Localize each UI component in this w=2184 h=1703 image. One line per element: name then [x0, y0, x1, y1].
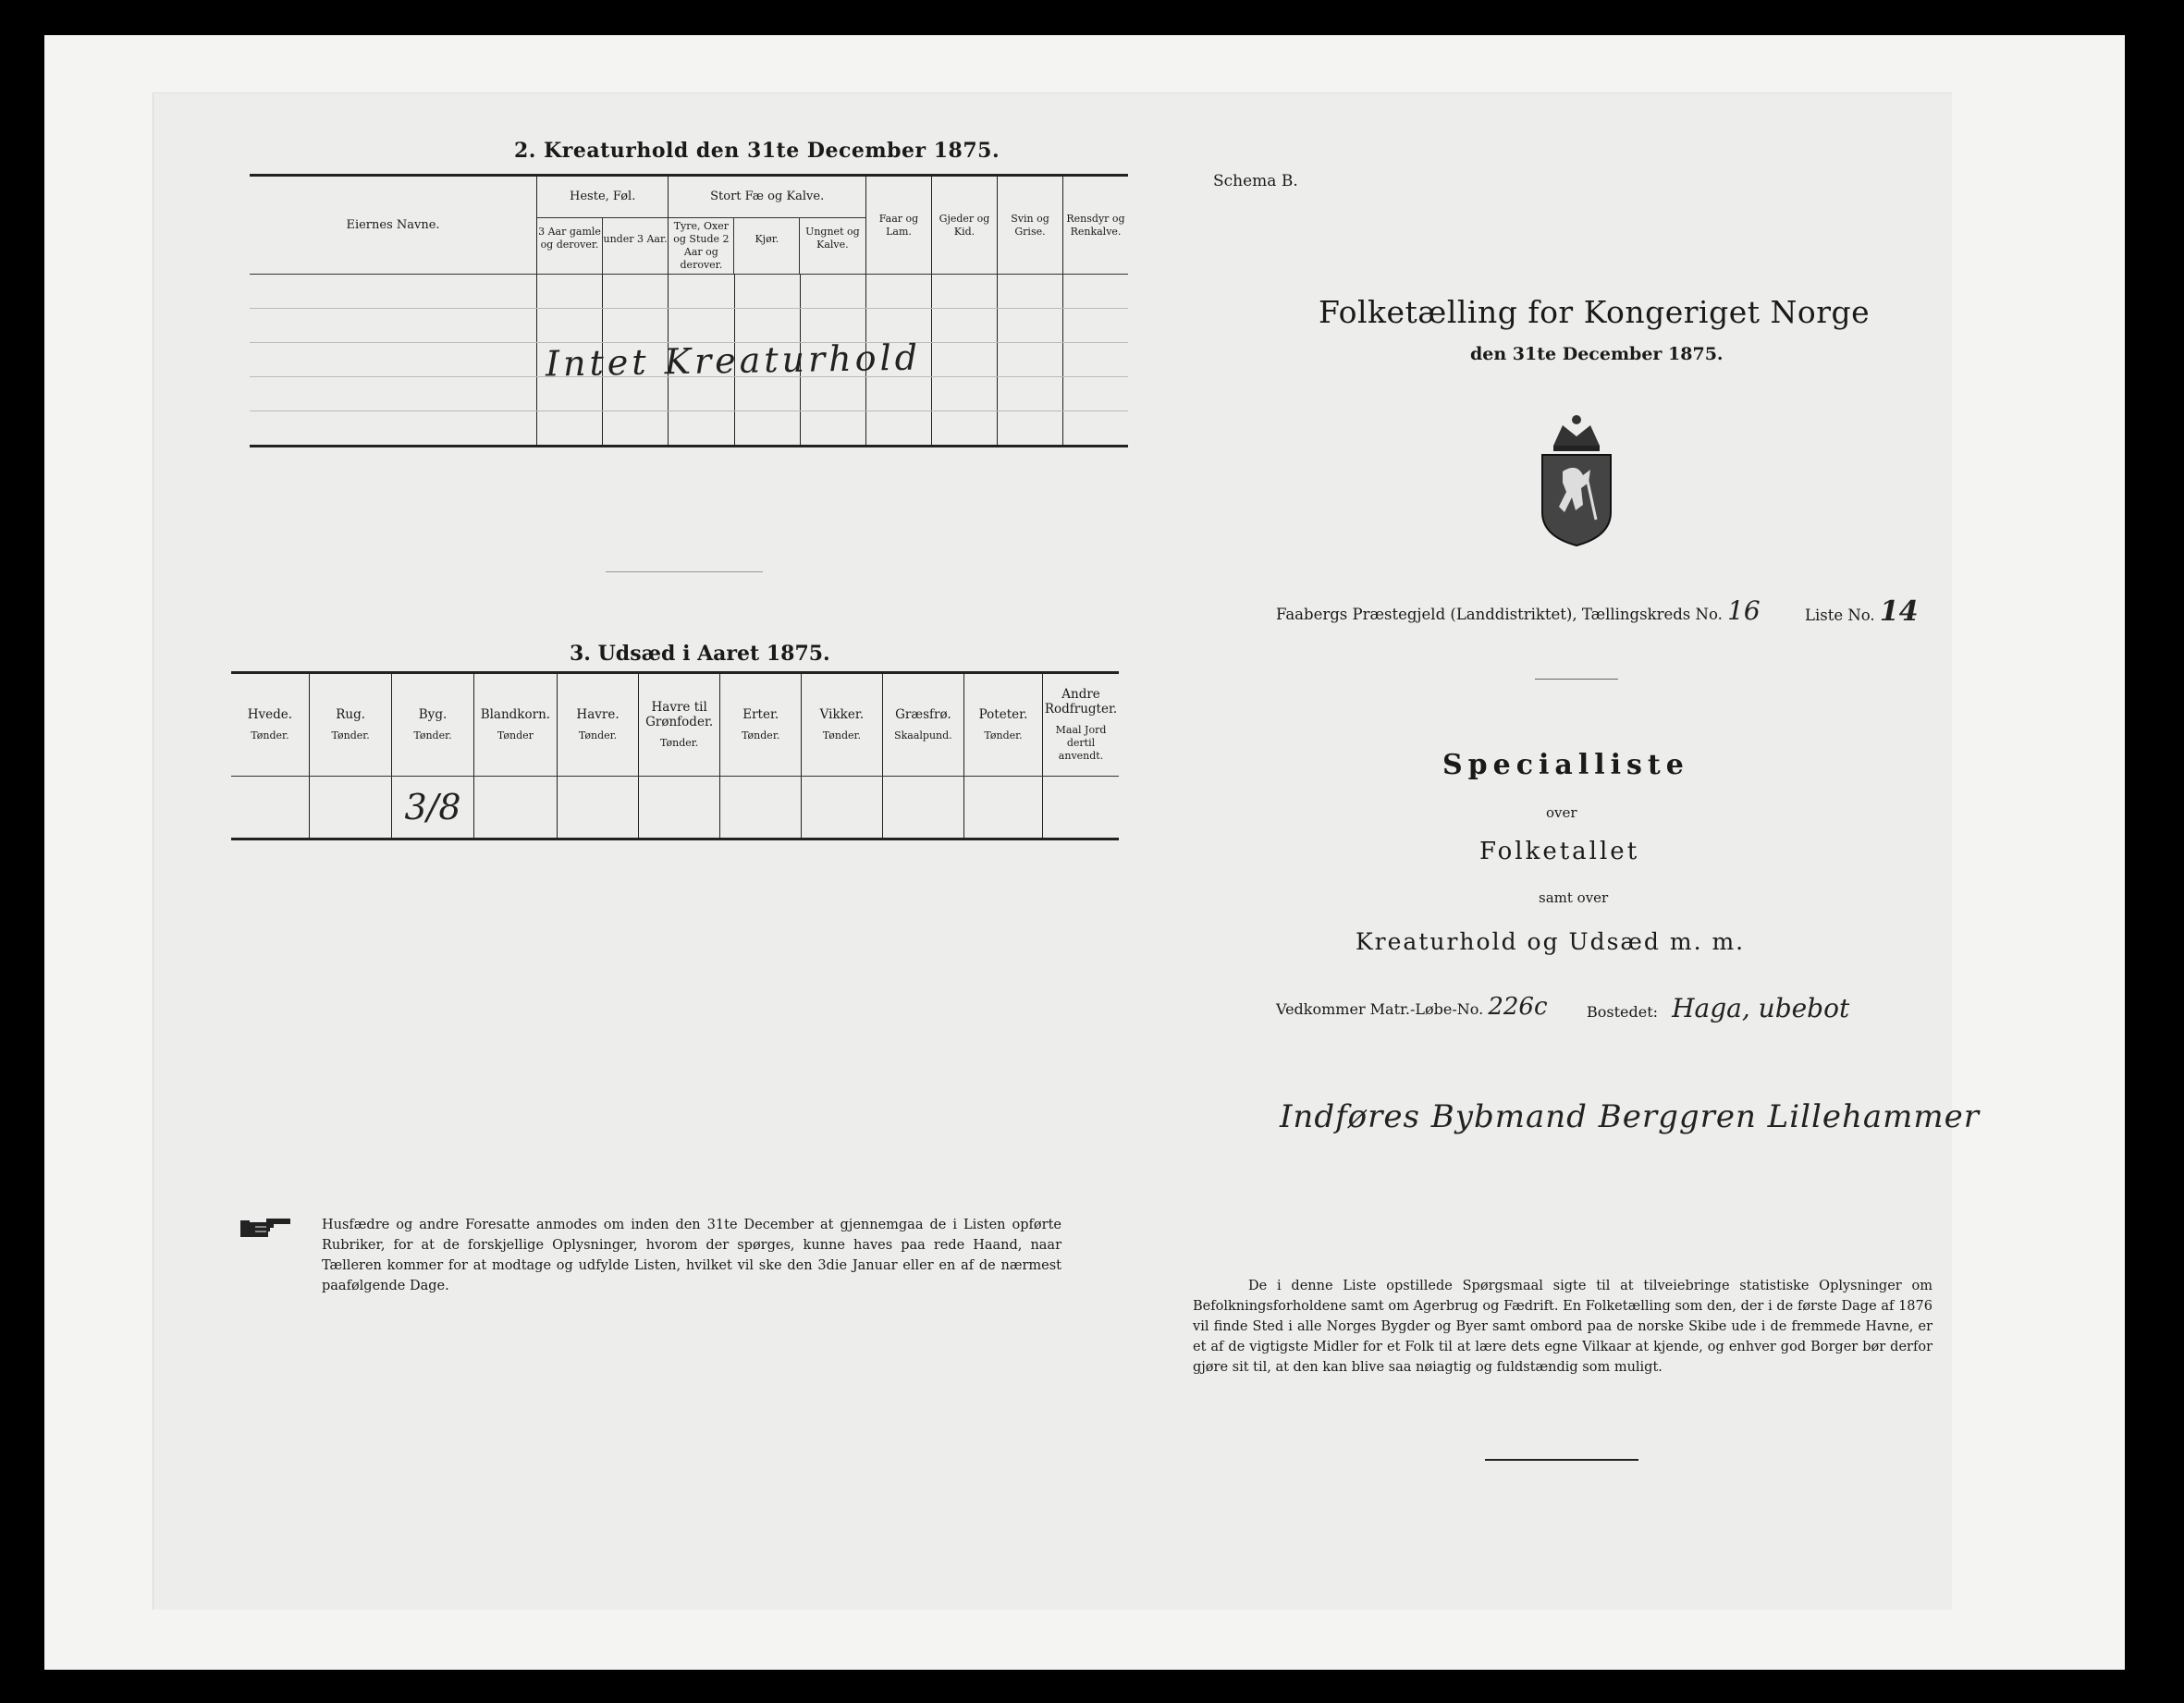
sowing-cell — [964, 777, 1043, 839]
district-label: Tællingskreds No. — [1581, 606, 1723, 623]
sowing-col-header — [964, 673, 1043, 777]
over-label: over — [1546, 804, 1577, 821]
sowing-col-header — [558, 673, 639, 777]
col-cattle-a: Tyre, Oxer og Stude 2 Aar og derover. — [669, 218, 734, 274]
sowing-col-header — [231, 673, 309, 777]
sowing-col-header — [638, 673, 720, 777]
sowing-col-header — [720, 673, 802, 777]
sowing-col-header — [392, 673, 473, 777]
list-label: Liste No. — [1805, 606, 1875, 624]
sowing-cell — [473, 777, 558, 839]
sowing-cell — [558, 777, 639, 839]
sowing-col-unit: Tønder. — [251, 729, 289, 741]
district-number: 16 — [1727, 595, 1761, 626]
col-cattle-c: Ungnet og Kalve. — [805, 226, 860, 251]
col-cattle — [669, 176, 866, 275]
sowing-col-unit: Tønder. — [413, 729, 452, 741]
handwritten-no-livestock: Intet Kreaturhold — [545, 337, 922, 385]
specialliste-heading: Specialliste — [1442, 749, 1689, 781]
parish-name: Faabergs Præstegjeld (Landdistriktet), — [1276, 606, 1577, 623]
livestock-table — [250, 174, 1128, 447]
kreaturhold-heading: Kreaturhold og Udsæd m. m. — [1356, 928, 1746, 955]
norway-coat-of-arms-icon — [1535, 409, 1618, 547]
footnote-text: De i denne Liste opstillede Spørgsmaal sigte til at tilveiebringe statistiske Oplysninger om Befolkningsforholdene samt om Agerbrug og Fædrift. En Folketælling som den, der i de første Dage af 1876 vil finde Sted i alle Norges Bygder og Byer samt ombord paa de norske Skibe ude i de fremmede Havne, er et af de vigtigste Midler for et Folk til at lære dets egne Vilkaar at kjende, og enhver god Borger bør derfor gjøre sit til, at den kan blive saa nøiagtig og fuldstændig som muligt. — [1193, 1279, 1932, 1375]
col-horses — [537, 176, 669, 275]
sowing-col-name: Vikker. — [819, 707, 865, 722]
sowing-col-name: Rug. — [336, 707, 366, 722]
sowing-col-name: Andre Rodfrugter. — [1044, 687, 1118, 717]
sowing-col-name: Blandkorn. — [480, 707, 551, 722]
matr-line — [1276, 993, 1548, 1021]
sowing-col-name: Byg. — [418, 707, 448, 722]
sowing-col-unit: Tønder. — [984, 729, 1023, 741]
main-title: Folketælling for Kongeriget Norge — [1319, 294, 1871, 330]
pointing-hand-icon — [239, 1215, 285, 1239]
matr-label: Vedkommer Matr.-Løbe-No. — [1276, 1000, 1484, 1018]
col-horses-label: Heste, Føl. — [537, 177, 668, 218]
schema-label: Schema B. — [1213, 172, 1298, 190]
sowing-cell — [309, 777, 392, 839]
sowing-col-header — [882, 673, 963, 777]
sowing-col-unit: Maal Jord dertil anvendt. — [1055, 724, 1107, 762]
matr-number: 226c — [1488, 993, 1548, 1021]
col-sheep: Faar og Lam. — [866, 176, 932, 275]
sowing-col-unit: Tønder. — [742, 729, 780, 741]
sowing-col-name: Havre. — [576, 707, 620, 722]
sowing-col-unit: Tønder — [497, 729, 534, 741]
sowing-col-unit: Tønder. — [578, 729, 618, 741]
notice-text: Husfædre og andre Foresatte anmodes om inden den 31te December at gjennemgaa de i Listen opførte Rubriker, for at de forskjellige Oplysninger, hvorom der spørges, kunne haves paa rede Haand, naar Tælleren kommer for at modtage og udfylde Listen, hvilket vil ske den 3die Januar eller en af de nærmest paafølgende Dage. — [322, 1218, 1061, 1293]
sowing-col-header — [802, 673, 883, 777]
sowing-col-unit: Tønder. — [822, 729, 862, 741]
bosted-line — [1587, 993, 1849, 1023]
sowing-col-unit: Skaalpund. — [894, 729, 952, 741]
section2-title: 2. Kreaturhold den 31te December 1875. — [514, 139, 1000, 163]
sowing-col-name: Græsfrø. — [895, 707, 951, 722]
col-owner: Eiernes Navne. — [250, 176, 537, 275]
byg-value: 3/8 — [404, 787, 461, 827]
sowing-col-unit: Tønder. — [660, 737, 699, 749]
handwritten-occupant: Indføres Bybmand Berggren Lillehammer — [1280, 1098, 1981, 1135]
parish-line — [1276, 595, 1761, 626]
sowing-col-name: Havre til Grønfoder. — [645, 700, 714, 729]
sowing-cell — [392, 777, 473, 839]
bosted-label: Bostedet: — [1587, 1003, 1659, 1021]
sowing-cell — [231, 777, 309, 839]
sowing-col-name: Erter. — [742, 707, 779, 722]
col-cattle-b: Kjør. — [734, 218, 800, 274]
col-goats: Gjeder og Kid. — [932, 176, 998, 275]
folketallet-heading: Folketallet — [1479, 838, 1640, 865]
bosted-value: Haga, ubebot — [1672, 993, 1850, 1023]
col-pigs: Svin og Grise. — [998, 176, 1063, 275]
sowing-cell — [720, 777, 802, 839]
sowing-col-header — [1043, 673, 1119, 777]
sowing-cell — [802, 777, 883, 839]
sowing-col-name: Poteter. — [978, 707, 1028, 722]
sowing-col-header — [473, 673, 558, 777]
sowing-cell — [882, 777, 963, 839]
sowing-cell — [638, 777, 720, 839]
section3-title: 3. Udsæd i Aaret 1875. — [570, 642, 830, 666]
list-number-line — [1805, 595, 1919, 628]
col-horses-b: under 3 Aar. — [603, 233, 668, 245]
sowing-cell — [1043, 777, 1119, 839]
sowing-col-name: Hvede. — [247, 707, 293, 722]
samt-over-label: samt over — [1539, 889, 1609, 906]
census-date: den 31te December 1875. — [1470, 344, 1724, 364]
col-reindeer: Rensdyr og Renkalve. — [1063, 176, 1129, 275]
sowing-table — [231, 671, 1119, 840]
col-cattle-label: Stort Fæ og Kalve. — [669, 177, 865, 218]
sowing-col-unit: Tønder. — [331, 729, 370, 741]
col-horses-a: 3 Aar gamle og derover. — [537, 218, 603, 274]
sowing-col-header — [309, 673, 392, 777]
list-number: 14 — [1879, 595, 1919, 628]
